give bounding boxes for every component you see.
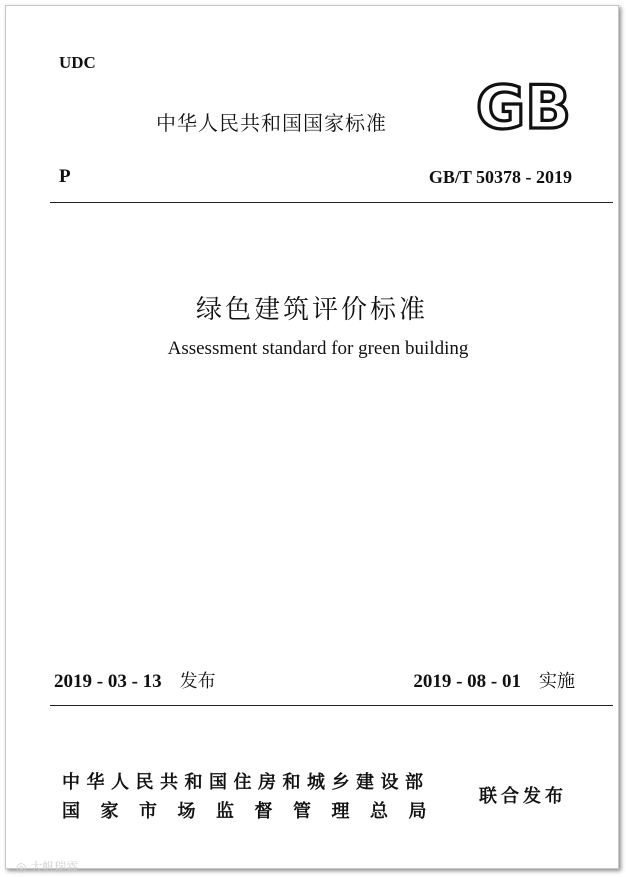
- publish-date-row: [54, 667, 216, 693]
- implement-date: 2019 - 08 - 01: [413, 671, 521, 692]
- footer-divider: [50, 705, 613, 706]
- national-standard-heading: 中华人民共和国国家标准: [156, 111, 387, 135]
- classification-code: P: [59, 166, 71, 187]
- udc-label: UDC: [59, 53, 96, 72]
- implement-date-row: [413, 667, 575, 693]
- gb-logo: [473, 78, 581, 134]
- publish-date: 2019 - 03 - 13: [54, 671, 162, 692]
- issuer-ministry: 中华人民共和国住房和城乡建设部: [62, 772, 430, 793]
- publish-label: 发布: [179, 671, 216, 692]
- document-page: [5, 5, 619, 874]
- joint-release-label: 联合发布: [479, 786, 567, 807]
- implement-label: 实施: [539, 671, 575, 692]
- standard-number: GB/T 50378 - 2019: [428, 167, 572, 187]
- watermark: ◎ 大帆瑞霖: [16, 860, 79, 874]
- header-divider: [50, 202, 613, 203]
- title-chinese: 绿色建筑评价标准: [195, 295, 428, 325]
- issuer-administration: 国家市场监督管理总局: [62, 801, 447, 822]
- gb-logo-text: GB: [476, 78, 571, 134]
- title-english: Assessment standard for green building: [167, 338, 469, 359]
